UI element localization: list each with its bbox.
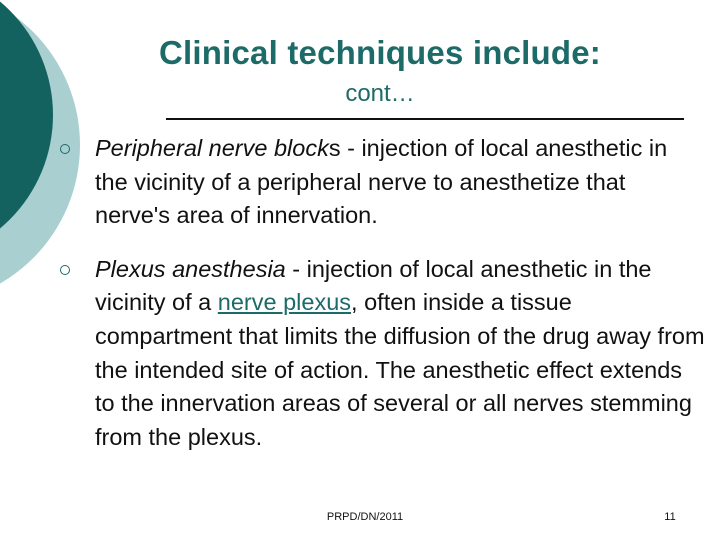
bullet-description: s - injection of local anesthetic in the vicinity of a peripheral nerve to anesthetize that nerve's area of innervation. (95, 135, 668, 229)
bullet-circle-icon (60, 144, 70, 154)
bullet-circle-icon (60, 265, 70, 275)
nerve-plexus-link[interactable]: nerve plexus (217, 289, 352, 316)
page-number: 11 (664, 511, 676, 523)
title-divider (166, 118, 684, 120)
bullet-term: Plexus anesthesia (95, 255, 286, 282)
bullet-list (60, 132, 705, 454)
slide-title: Clinical techniques include: (158, 34, 601, 71)
footer-text: PRPD/DN/2011 (326, 511, 404, 523)
bullet-description-continued: , often inside a tissue compartment that limits the diffusion of the drug away from the intended site of action. The anesthetic effect extends to the innervation areas of several or all nerves stemming from the plexus. (95, 289, 705, 450)
bullet-term: Peripheral nerve block (95, 135, 329, 161)
bullet-peripheral-nerve-blocks (60, 132, 705, 233)
bullet-plexus-anesthesia (60, 253, 705, 455)
slide-subtitle: cont… (345, 80, 415, 107)
bullet-description: - injection of local anesthetic in the vicinity of a (95, 255, 652, 316)
